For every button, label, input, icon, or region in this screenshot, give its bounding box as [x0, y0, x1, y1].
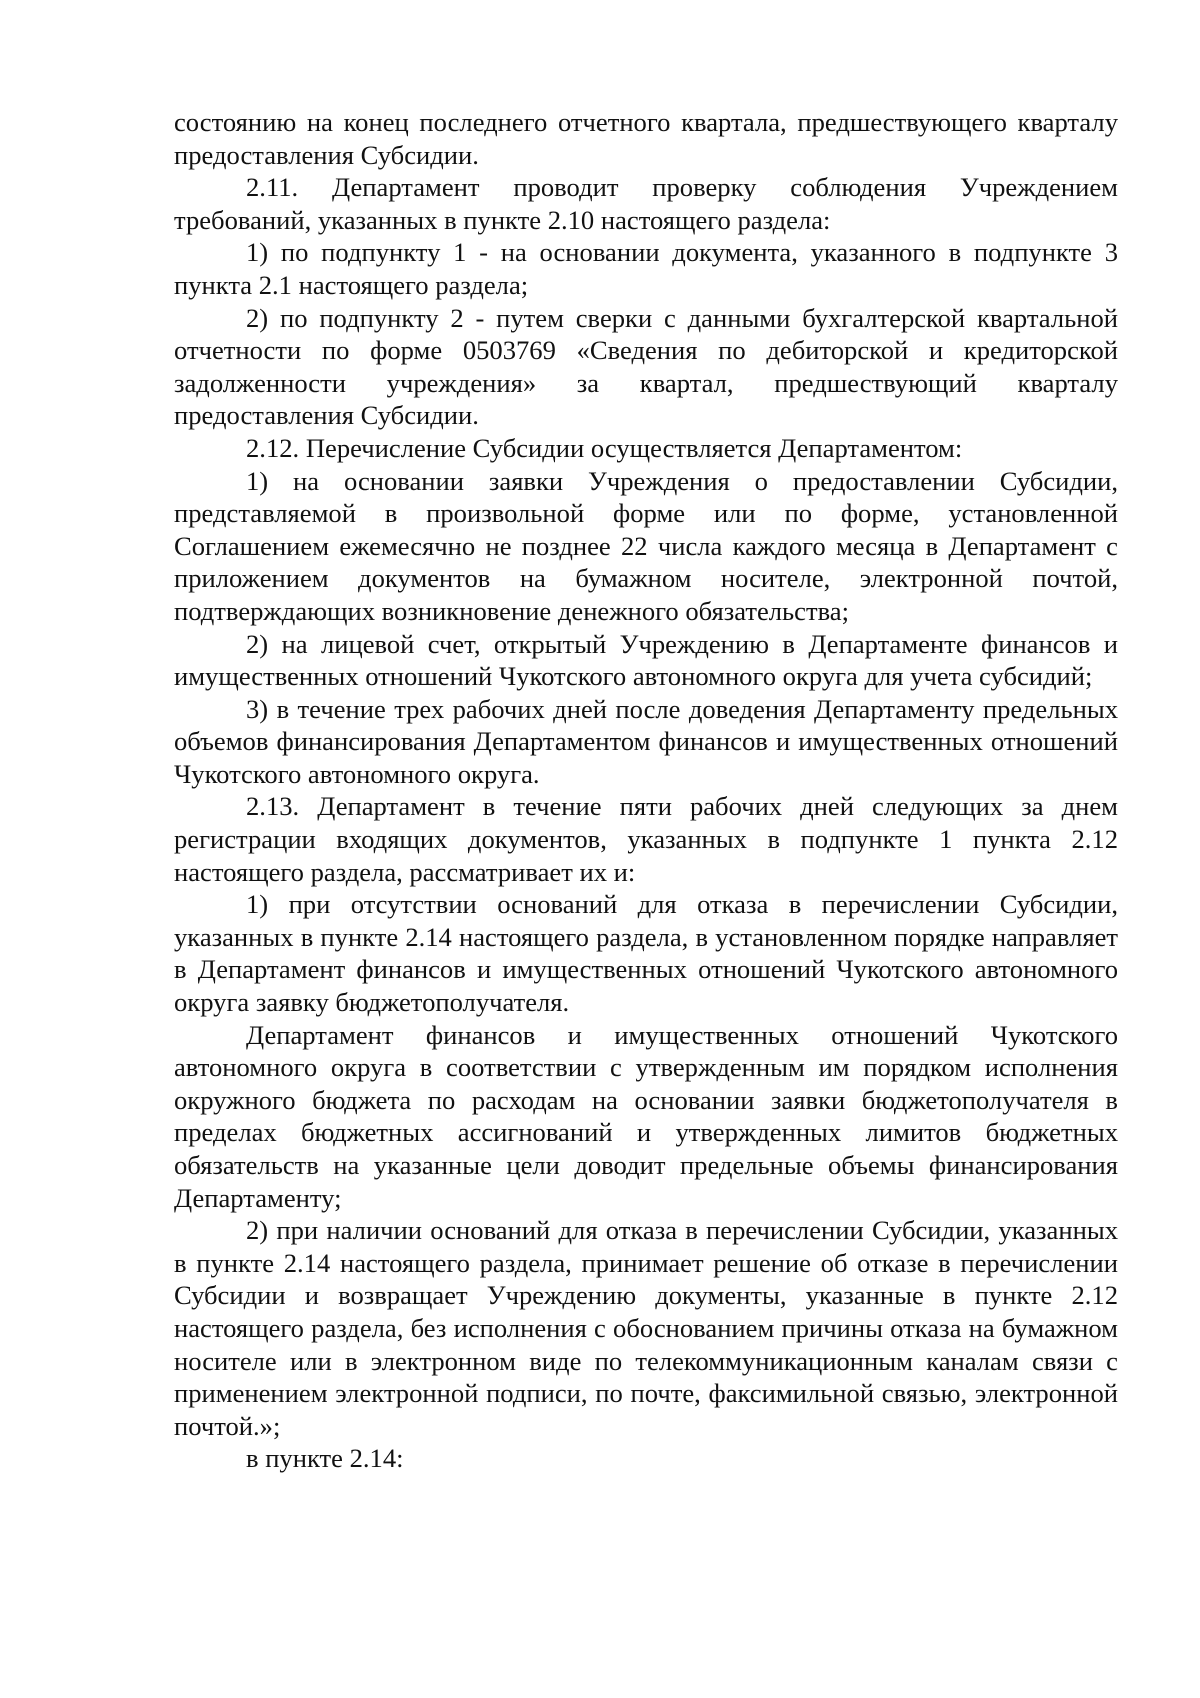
paragraph-2-12-item-2: 2) на лицевой счет, открытый Учреждению в Департаменте финансов и имущественных отношений Чукотского автономного округа для учета субсидий; — [174, 628, 1118, 692]
paragraph-finance-department: Департамент финансов и имущественных отношений Чукотского автономного округа в соответствии с утвержденным им порядком исполнения окружного бюджета по расходам на основании заявки бюджетополучателя в пределах бюджетных ассигнований и утвержденных лимитов бюджетных обязательств на указанные цели доводит предельные объемы финансирования Департаменту; — [174, 1019, 1118, 1213]
paragraph-point-2-14: в пункте 2.14: — [246, 1443, 404, 1474]
paragraph-2-13-item-2: 2) при наличии оснований для отказа в перечислении Субсидии, указанных в пункте 2.14 настоящего раздела, принимает решение об отказе в перечислении Субсидии и возвращает Учреждению документы, указанные в пункте 2.12 настоящего раздела, без исполнения с обоснованием причины отказа на бумажном носителе или в электронном виде по телекоммуникационным каналам связи с применением электронной подписи, по почте, факсимильной связью, электронной почтой.»; — [174, 1215, 1118, 1441]
paragraph-2-11-item-1: 1) по подпункту 1 - на основании документа, указанного в подпункте 3 пункта 2.1 настоящего раздела; — [174, 237, 1118, 300]
paragraph-2-12-item-3: 3) в течение трех рабочих дней после доведения Департаменту предельных объемов финансирования Департаментом финансов и имущественных отношений Чукотского автономного округа. — [174, 693, 1118, 789]
document-page — [174, 106, 1118, 1475]
paragraph-continuation: состоянию на конец последнего отчетного квартала, предшествующего кварталу предоставления Субсидии. — [174, 107, 1118, 170]
paragraph-2-11-item-2: 2) по подпункту 2 - путем сверки с данными бухгалтерской квартальной отчетности по форме 0503769 «Сведения по дебиторской и кредиторской задолженности учреждения» за квартал, предшествующий кварталу предоставления Субсидии. — [174, 302, 1118, 431]
paragraph-2-12: 2.12. Перечисление Субсидии осуществляется Департаментом: — [246, 432, 963, 463]
paragraph-2-13-item-1: 1) при отсутствии оснований для отказа в перечислении Субсидии, указанных в пункте 2.14 настоящего раздела, в установленном порядке направляет в Департамент финансов и имущественных отношений Чукотского автономного округа заявку бюджетополучателя. — [174, 889, 1118, 1018]
paragraph-2-11: 2.11. Департамент проводит проверку соблюдения Учреждением требований, указанных в пункте 2.10 настоящего раздела: — [174, 172, 1118, 235]
paragraph-2-12-item-1: 1) на основании заявки Учреждения о предоставлении Субсидии, представляемой в произвольной форме или по форме, установленной Соглашением ежемесячно не позднее 22 числа каждого месяца в Департамент с приложением документов на бумажном носителе, электронной почтой, подтверждающих возникновение денежного обязательства; — [174, 465, 1118, 626]
paragraph-2-13: 2.13. Департамент в течение пяти рабочих дней следующих за днем регистрации входящих документов, указанных в подпункте 1 пункта 2.12 настоящего раздела, рассматривает их и: — [174, 791, 1118, 887]
